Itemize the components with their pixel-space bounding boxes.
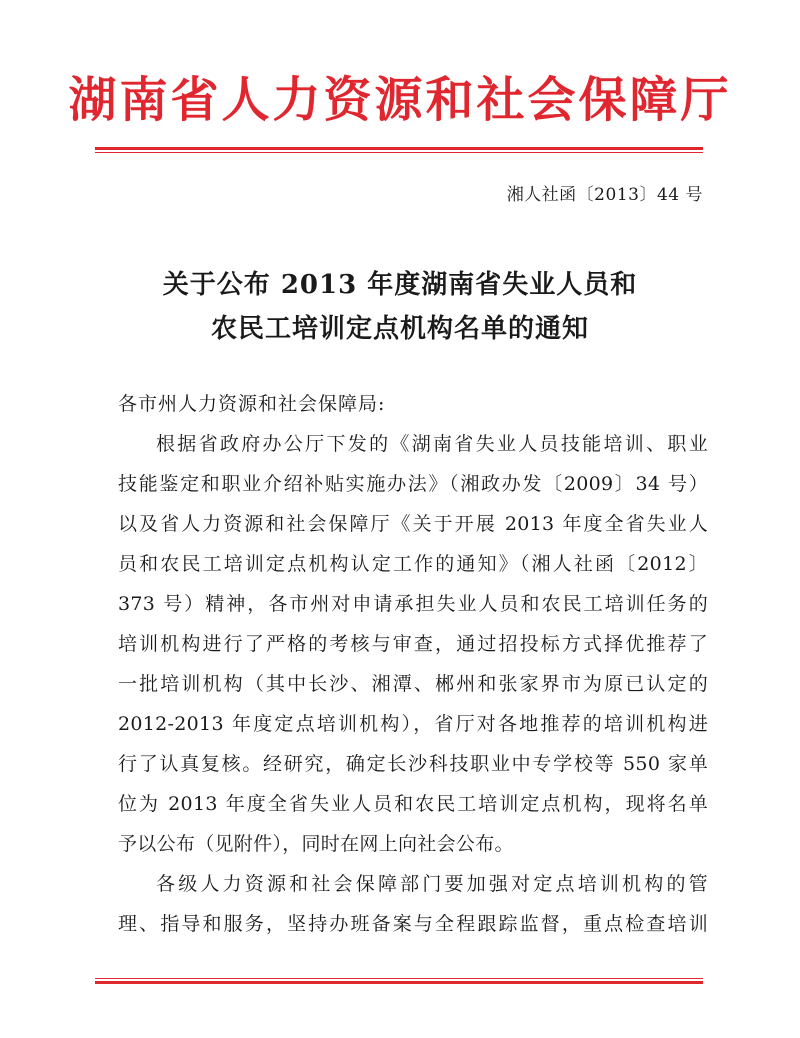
salutation: 各市州人力资源和社会保障局:: [118, 393, 386, 415]
agency-letterhead: 湖南省人力资源和社会保障厅: [68, 72, 732, 128]
body-line: 位为 2013 年度全省失业人员和农民工培训定点机构，现将名单: [118, 793, 708, 815]
document-number: 湘人社函〔2013〕44 号: [506, 185, 703, 205]
page-divider-bottom: [95, 978, 703, 984]
body-line: 培训机构进行了严格的考核与审查，通过招投标方式择优推荐了: [118, 633, 708, 655]
document-title-line-2: 农民工培训定点机构名单的通知: [210, 314, 589, 344]
body-line: 2012-2013 年度定点培训机构），省厅对各地推荐的培训机构进: [118, 713, 708, 735]
document-title-line-1: 关于公布 2013 年度湖南省失业人员和: [162, 270, 638, 300]
letterhead-divider-top: [95, 147, 703, 153]
body-line: 员和农民工培训定点机构认定工作的通知》（湘人社函〔2012〕: [118, 553, 708, 575]
body-line: 技能鉴定和职业介绍补贴实施办法》（湘政办发〔2009〕34 号）: [118, 473, 708, 495]
body-line: 373 号）精神，各市州对申请承担失业人员和农民工培训任务的: [118, 593, 708, 615]
body-line: 予以公布（见附件），同时在网上向社会公布。: [118, 833, 514, 855]
body-line: 以及省人力资源和社会保障厅《关于开展 2013 年度全省失业人: [118, 513, 708, 535]
body-line: 根据省政府办公厅下发的《湖南省失业人员技能培训、职业: [156, 433, 708, 455]
body-line: 行了认真复核。经研究，确定长沙科技职业中专学校等 550 家单: [118, 753, 708, 775]
body-line: 各级人力资源和社会保障部门要加强对定点培训机构的管: [156, 873, 708, 895]
body-line: 理、指导和服务，坚持办班备案与全程跟踪监督，重点检查培训: [118, 913, 708, 935]
body-line: 一批培训机构（其中长沙、湘潭、郴州和张家界市为原已认定的: [118, 673, 708, 695]
